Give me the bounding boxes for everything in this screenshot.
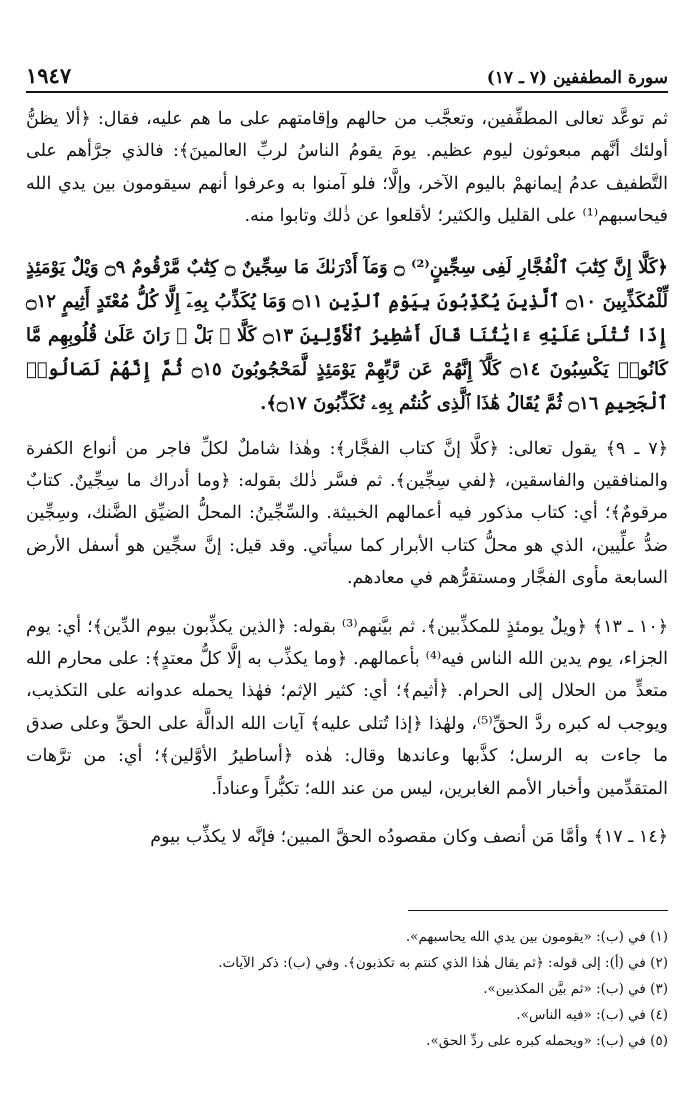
page-number: ١٩٤٧ xyxy=(26,63,72,88)
page-body xyxy=(26,103,668,870)
commentary-7-9: ﴿٧ ـ ٩﴾ يقول تعالى: ﴿كلَّا إنَّ كتاب الفجَّار﴾: وهٰذا شاملٌ لكلِّ فاجر من أنواع الكفرة والمنافقين والفاسقين، ﴿لفي سِجِّين﴾. ثم فسَّر ذٰلك بقوله: ﴿وما أدراك ما سِجِّينٌ. كتابٌ مرقومٌ﴾؛ أي: كتاب مذكور فيه أعمالهم الخبيثة. والسِّجِّينُ: المحلُّ الضيِّق الضَّنك، وسِجِّين ضدُّ علِّيين، الذي هو محلُّ كتاب الأبرار كما سيأتي. وقد قيل: إنَّ سجِّين هو أسفل الأرض السابعة مأوى الفجَّار ومستقرُّهم في معادهم. xyxy=(26,438,668,589)
footnote-divider xyxy=(408,910,668,911)
surah-title: سورة المطففين (٧ ـ ١٧) xyxy=(486,68,668,88)
footnote-2: (٢) في (أ): إلى قوله: ﴿ثم يقال هٰذا الذي كنتم به تكذبون﴾. وفي (ب): ذكر الآيات. xyxy=(218,955,668,971)
footnotes xyxy=(26,924,668,1054)
commentary-14-17: ﴿١٤ ـ ١٧﴾ وأمَّا مَن أنصف وكان مقصودُه الحقَّ المبين؛ فإنَّه لا يكذِّب بيوم xyxy=(150,827,668,848)
footnote-3: (٣) في (ب): «ثم بيَّن المكذبين». xyxy=(483,981,668,997)
footnote-5: (٥) في (ب): «ويحمله كبره على ردِّ الحق». xyxy=(426,1033,668,1049)
page-header xyxy=(26,58,668,93)
footnote-1: (١) في (ب): «يقومون بين يدي الله يحاسبهم». xyxy=(405,929,668,945)
quran-verses: ﴿كَلَّا إِنَّ كِتَٰبَ ٱلْفُجَّارِ لَفِى سِجِّينٍ⁽²⁾ ۝ وَمَآ أَدْرَىٰكَ مَا سِجِّينٌ ۝ كِتَٰبٌ مَّرْقُومٌ ۝٩ وَيْلٌ يَوْمَئِذٍ لِّلْمُكَذِّبِينَ ۝١٠ ٱلَّذِينَ يُكَذِّبُونَ بِيَوْمِ ٱلدِّينِ ۝١١ وَمَا يُكَذِّبُ بِهِۦٓ إِلَّا كُلُّ مُعْتَدٍ أَثِيمٍ ۝١٢ إِذَا تُتْلَىٰ عَلَيْهِ ءَايَٰتُنَا قَالَ أَسَٰطِيرُ ٱلْأَوَّلِينَ ۝١٣ كَلَّا ۖ بَلْ ۜ رَانَ عَلَىٰ قُلُوبِهِم مَّا كَانُوا۟ يَكْسِبُونَ ۝١٤ كَلَّآ إِنَّهُمْ عَن رَّبِّهِمْ يَوْمَئِذٍ لَّمَحْجُوبُونَ ۝١٥ ثُمَّ إِنَّهُمْ لَصَالُوا۟ ٱلْجَحِيمِ ۝١٦ ثُمَّ يُقَالُ هَٰذَا ٱلَّذِى كُنتُم بِهِۦ تُكَذِّبُونَ ۝١٧﴾. xyxy=(26,256,668,414)
footnote-4: (٤) في (ب): «فيه الناس». xyxy=(516,1007,668,1023)
commentary-10-13: ﴿١٠ ـ ١٣﴾ ﴿ويلٌ يومئذٍ للمكذِّبين﴾. ثم بيَّنهم⁽³⁾ بقوله: ﴿الذين يكذِّبون بيوم الدِّين﴾؛ أي: يوم الجزاء، يوم يدين الله الناس فيه⁽⁴⁾ بأعمالهم. ﴿وما يكذِّب به إلَّا كلُّ معتدٍ﴾: على محارم الله متعدٍّ من الحلال إلى الحرام. ﴿أثيم﴾؛ أي: كثير الإثم؛ فهٰذا يحمله عدوانه على التكذيب، ويوجب له كبره ردَّ الحقِّ⁽⁵⁾، ولهٰذا ﴿إذا تُتلى عليه﴾ آيات الله الدالَّة على الحقِّ وعلى صدق ما جاءت به الرسل؛ كذَّبها وعاندها وقال: هٰذه ﴿أساطيرُ الأوَّلين﴾؛ أي: من ترَّهات المتقدِّمين وأخبار الأمم الغابرين، ليس من عند الله؛ تكبُّراً وعناداً. xyxy=(26,616,668,799)
intro-paragraph: ثم توعَّد تعالى المطفِّفين، وتعجَّب من حالهم وإقامتهم على ما هم عليه، فقال: ﴿ألا يظنُّ أولئك أنَّهم مبعوثون ليوم عظيم. يومَ يقومُ الناسُ لربِّ العالمينَ﴾: فالذي جرَّأهم على التَّطفيف عدمُ إيمانهمْ باليوم الآخر، وإلَّا؛ فلو آمنوا به وعرفوا أنهم سيقومون بين يدي الله فيحاسبهم⁽¹⁾ على القليل والكثير؛ لأقلعوا عن ذٰلك وتابوا منه. xyxy=(26,109,668,227)
